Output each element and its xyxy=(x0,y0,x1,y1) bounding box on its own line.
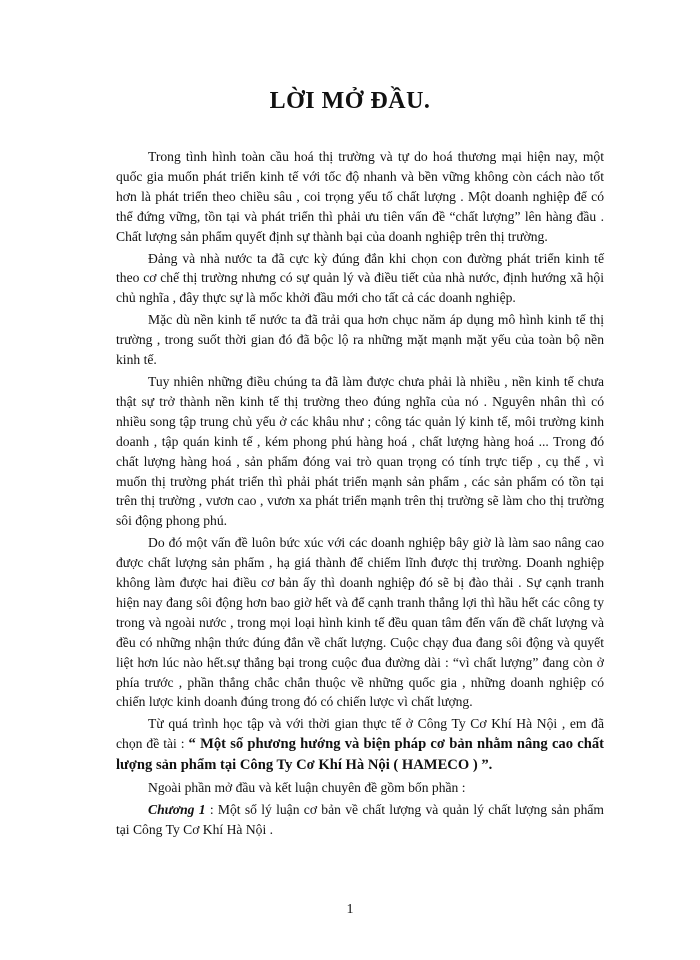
chapter-1-paragraph xyxy=(116,800,604,840)
topic-paragraph xyxy=(116,714,604,776)
structure-intro: Ngoài phần mở đầu và kết luận chuyên đề gồm bốn phần : xyxy=(148,780,466,796)
page-title: LỜI MỞ ĐẦU. xyxy=(269,88,431,114)
chapter-1-label: Chương 1 xyxy=(148,802,206,817)
paragraph-5: Do đó một vấn đề luôn bức xúc với các doanh nghiệp bây giờ là làm sao nâng cao được chất lượng sản phẩm , hạ giá thành để chiếm lĩnh được thị trường. Doanh nghiệp không làm được hai điều cơ bản ấy thì doanh nghiệp đó sẽ bị đào thải . Sự cạnh tranh hiện nay đang sôi động hơn bao giờ hết và để cạnh tranh thắng lợi thì hầu hết các công ty trong và ngoài nước , trong mọi loại hình kinh tế đều quan tâm đến vấn đề chất lượng và đều có những nhận thức đúng đắn về chất lượng. Cuộc chạy đua đang sôi động và quyết liệt hơn lúc nào hết.sự thắng bại trong cuộc đua đường dài : “vì chất lượng” đang còn ở phía trước , phần thắng chắc chắn thuộc về những quốc gia , những doanh nghiệp có chiến lược kinh doanh đúng trong đó có chiến lược vì chất lượng. xyxy=(116,535,604,710)
paragraph-3: Mặc dù nền kinh tế nước ta đã trải qua hơn chục năm áp dụng mô hình kinh tế thị trường , trong suốt thời gian đó đã bộc lộ ra những mặt mạnh mặt yếu của toàn bộ nền kinh tế. xyxy=(116,312,604,368)
paragraph-2: Đảng và nhà nước ta đã cực kỳ đúng đắn khi chọn con đường phát triển kinh tế theo cơ chế thị trường nhưng có sự quản lý và điều tiết của nhà nước, định hướng xã hội chủ nghĩa , đây thực sự là mốc khởi đầu mới cho tất cả các doanh nghiệp. xyxy=(116,250,604,306)
paragraph-4: Tuy nhiên những điều chúng ta đã làm được chưa phải là nhiều , nền kinh tế chưa thật sự trở thành nền kinh tế thị trường theo đúng nghĩa của nó . Nguyên nhân thì có nhiều song tập trung chủ yếu ở các khâu như ; công tác quản lý kinh tế, môi trường kinh doanh , tập quán kinh tế , kém phong phú hàng hoá , chất lượng hàng hoá ... Trong đó chất lượng hàng hoá , sản phẩm đóng vai trò quan trọng có tính trực tiếp , cụ thể , vì muốn thị trường phát triển thì phải phát triển mạnh sản phẩm , các sản phẩm có tồn tại trên thị trường , vươn cao , vươn xa phát triển mạnh trên thị trường sẽ làm cho thị trường sôi động phong phú. xyxy=(116,373,604,529)
document-body xyxy=(116,147,604,840)
topic-intro: Từ quá trình học tập và với thời gian thực tế ở Công Ty Cơ Khí Hà Nội , em đã chọn đề tài : xyxy=(116,716,604,752)
topic-title: “ Một số phương hướng và biện pháp cơ bản nhằm nâng cao chất lượng sản phẩm tại Công Ty Cơ Khí Hà Nội ( HAMECO ) ”. xyxy=(116,736,604,774)
page-number: 1 xyxy=(346,902,354,917)
chapter-1-text: : Một số lý luận cơ bản về chất lượng và quản lý chất lượng sản phẩm tại Công Ty Cơ Khí Hà Nội . xyxy=(116,802,604,837)
paragraph-1: Trong tình hình toàn cầu hoá thị trường và tự do hoá thương mại hiện nay, một quốc gia muốn phát triển kinh tế với tốc độ nhanh và bền vững không còn cách nào tốt hơn là phát triển theo chiều sâu , coi trọng yếu tố chất lượng . Một doanh nghiệp để có thể đứng vững, tồn tại và phát triển thì phải ưu tiên vấn đề “chất lượng” lên hàng đầu . Chất lượng sản phẩm quyết định sự thành bại của doanh nghiệp trên thị trường. xyxy=(116,149,604,244)
